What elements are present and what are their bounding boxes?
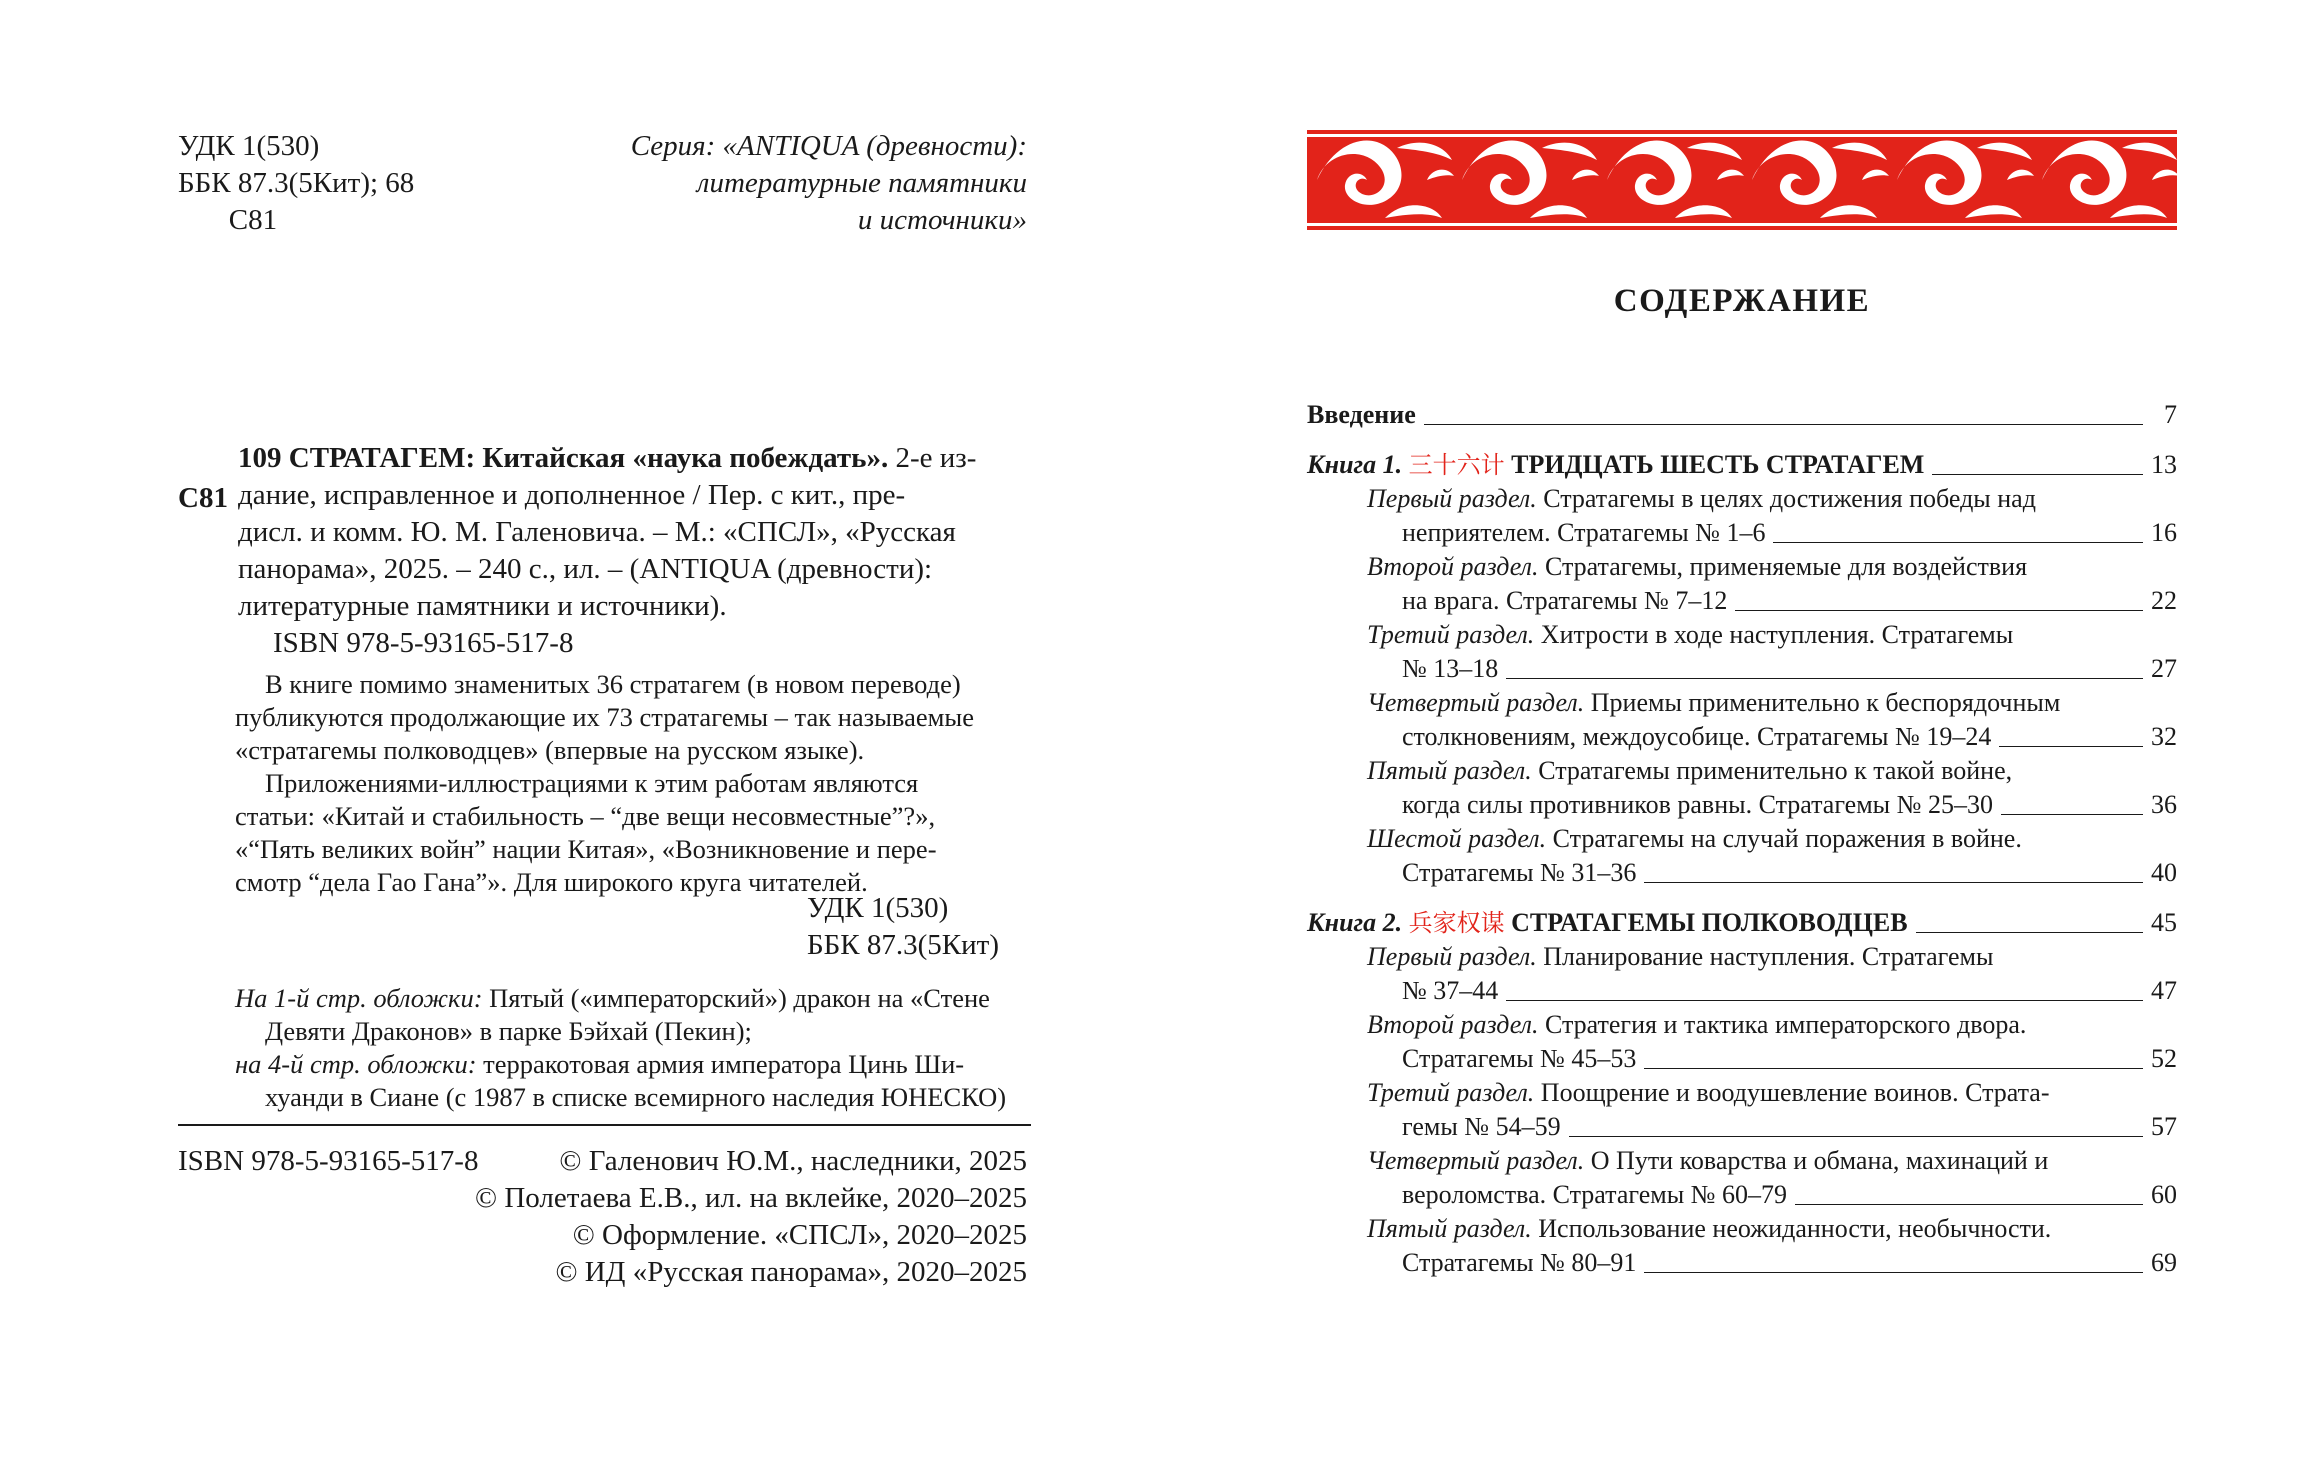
section-text: Стратагемы № 80–91 [1402, 1248, 1637, 1277]
toc-page-number: 69 [2151, 1248, 2177, 1277]
cover-notes [235, 982, 1025, 1114]
udk-line: УДК 1(530) [807, 892, 949, 924]
entry-line: дисл. и комм. Ю. М. Галеновича. – М.: «СПСЛ», «Русская [238, 516, 956, 548]
section-name: Первый раздел. [1367, 484, 1537, 513]
toc-leader [1644, 1068, 2143, 1069]
section-text: Стратагемы на случай поражения в войне. [1546, 824, 2022, 853]
right-page [1159, 0, 2318, 1471]
toc-leader [1999, 746, 2143, 747]
section-text: Стратагемы в целях достижения победы над [1536, 484, 2036, 513]
toc-page-number: 36 [2151, 790, 2177, 819]
section-name: Пятый раздел. [1367, 1214, 1532, 1243]
section-text: Стратагемы № 45–53 [1402, 1044, 1637, 1073]
book-title: СТРАТАГЕМЫ ПОЛКОВОДЦЕВ [1511, 908, 1908, 937]
series-line: и источники» [857, 204, 1027, 236]
toc-entry-label: Введение [1307, 400, 1416, 429]
annotation-line: «“Пять великих войн” нации Китая», «Возникновение и пере- [235, 834, 937, 864]
bbk-line: ББК 87.3(5Кит) [807, 929, 999, 961]
section-text: Хитрости в ходе наступления. Стратагемы [1534, 620, 2014, 649]
toc-page-number: 22 [2151, 586, 2177, 615]
copyright-line: © Галенович Ю.М., наследники, 2025 [559, 1145, 1027, 1177]
copyright-block [475, 1143, 1027, 1291]
toc-section-line[interactable] [1307, 1178, 2177, 1212]
section-name: Третий раздел. [1367, 620, 1535, 649]
cover-note-text: терракотовая армия императора Цинь Ши- [476, 1049, 965, 1079]
toc-page-number: 32 [2151, 722, 2177, 751]
section-text: когда силы противников равны. Стратагемы № 25–30 [1402, 790, 1993, 819]
toc-entry-book-2[interactable] [1307, 906, 2177, 940]
chinese-title: 三十六计 [1408, 451, 1505, 479]
section-text: Поощрение и воодушевление воинов. Страта- [1534, 1078, 2050, 1107]
section-text: на врага. Стратагемы № 7–12 [1402, 586, 1728, 615]
toc-section-line[interactable] [1307, 686, 2177, 720]
book-2-sections [1307, 940, 2177, 1280]
section-name: Четвертый раздел. [1367, 1146, 1585, 1175]
author-mark: С81 [178, 482, 228, 514]
copyright-line: © Полетаева Е.В., ил. на вклейке, 2020–2025 [475, 1182, 1027, 1214]
section-name: Второй раздел. [1367, 1010, 1539, 1039]
bbk-line: ББК 87.3(5Кит); 68 [178, 167, 415, 199]
toc-section-line[interactable] [1307, 822, 2177, 856]
section-text: столкновениям, междоусобице. Стратагемы № 19–24 [1402, 722, 1992, 751]
section-text: Стратагемы применительно к такой войне, [1531, 756, 2013, 785]
book-prefix: Книга 1. [1307, 450, 1403, 479]
series-block [427, 128, 1027, 239]
toc-section-line[interactable] [1307, 974, 2177, 1008]
toc-leader [1795, 1204, 2143, 1205]
toc-section-line[interactable] [1307, 516, 2177, 550]
toc-section-line[interactable] [1307, 1144, 2177, 1178]
toc-page-number: 52 [2151, 1044, 2177, 1073]
section-name: Третий раздел. [1367, 1078, 1535, 1107]
author-mark-line: С81 [178, 204, 278, 236]
annotation-line: Приложениями-иллюстрациями к этим работам являются [265, 768, 919, 798]
section-text: неприятелем. Стратагемы № 1–6 [1402, 518, 1766, 547]
toc-section-line[interactable] [1307, 1246, 2177, 1280]
annotation [235, 668, 1025, 899]
annotation-line: смотр “дела Гао Гана”». Для широкого круга читателей. [235, 867, 868, 897]
toc-section-line[interactable] [1307, 1008, 2177, 1042]
toc-leader [1916, 932, 2143, 933]
annotation-line: «стратагемы полководцев» (впервые на русском языке). [235, 735, 865, 765]
toc-section-line[interactable] [1307, 584, 2177, 618]
toc-leader [1932, 474, 2143, 475]
udk-line: УДК 1(530) [178, 130, 320, 162]
toc-entry-intro[interactable] [1307, 398, 2177, 432]
cover-note-text: хуанди в Сиане (с 1987 в списке всемирного наследия ЮНЕСКО) [265, 1082, 1007, 1112]
toc-leader [1424, 424, 2143, 425]
toc-page-number: 57 [2151, 1112, 2177, 1141]
bibliographic-entry [178, 440, 1028, 662]
udk-block [178, 128, 414, 239]
divider [178, 1124, 1031, 1126]
toc-section-line[interactable] [1307, 856, 2177, 890]
section-text: вероломства. Стратагемы № 60–79 [1402, 1180, 1787, 1209]
toc-entry-book-1[interactable] [1307, 448, 2177, 482]
toc-page-number: 45 [2151, 908, 2177, 937]
toc-section-line[interactable] [1307, 754, 2177, 788]
annotation-line: статьи: «Китай и стабильность – “две вещи несовместные”?», [235, 801, 936, 831]
section-name: Шестой раздел. [1367, 824, 1547, 853]
cover-note-text: Девяти Драконов» в парке Бэйхай (Пекин); [265, 1016, 752, 1046]
section-text: Стратагемы, применяемые для воздействия [1538, 552, 2028, 581]
red-ornament-band [1307, 130, 2177, 230]
book-1-sections [1307, 482, 2177, 890]
section-text: Планирование наступления. Стратагемы [1536, 942, 1994, 971]
toc-section-line[interactable] [1307, 550, 2177, 584]
toc-section-line[interactable] [1307, 788, 2177, 822]
isbn-line: ISBN 978-5-93165-517-8 [273, 627, 574, 659]
copyright-line: © Оформление. «СПСЛ», 2020–2025 [572, 1219, 1027, 1251]
toc-leader [1644, 1272, 2143, 1273]
entry-title: 109 СТРАТАГЕМ: Китайская «наука побеждать». [238, 442, 889, 474]
toc-page-number: 13 [2151, 450, 2177, 479]
section-text: № 13–18 [1402, 654, 1499, 683]
toc-leader [1569, 1136, 2143, 1137]
annotation-line: В книге помимо знаменитых 36 стратагем (в новом переводе) [265, 669, 961, 699]
entry-line: 109 СТРАТАГЕМ: Китайская «наука побеждать». 2-е из- [238, 442, 977, 474]
section-text: Стратагемы № 31–36 [1402, 858, 1637, 887]
section-text: О Пути коварства и обмана, махинаций и [1584, 1146, 2049, 1175]
toc-page-number: 16 [2151, 518, 2177, 547]
toc-page-number: 40 [2151, 858, 2177, 887]
toc-leader [1644, 882, 2143, 883]
toc-section-line[interactable] [1307, 940, 2177, 974]
series-line: литературные памятники [696, 167, 1027, 199]
cover-note-label: на 4-й стр. обложки: [235, 1049, 477, 1079]
toc-leader [1506, 678, 2143, 679]
toc-page-number: 60 [2151, 1180, 2177, 1209]
toc-section-line[interactable] [1307, 618, 2177, 652]
toc-leader [1773, 542, 2143, 543]
section-text: № 37–44 [1402, 976, 1499, 1005]
udk-bbk-repeat [807, 890, 1027, 964]
section-text: Стратегия и тактика императорского двора. [1538, 1010, 2027, 1039]
toc-section-line[interactable] [1307, 482, 2177, 516]
series-line: Серия: «ANTIQUA (древности): [630, 130, 1027, 162]
toc-page-number: 47 [2151, 976, 2177, 1005]
toc-section-line[interactable] [1307, 1076, 2177, 1110]
toc-section-line[interactable] [1307, 652, 2177, 686]
entry-line: панорама», 2025. – 240 с., ил. – (ANTIQUA (древности): [238, 553, 933, 585]
copyright-line: © ИД «Русская панорама», 2020–2025 [555, 1256, 1027, 1288]
toc-section-line[interactable] [1307, 1212, 2177, 1246]
toc-page-number: 27 [2151, 654, 2177, 683]
toc-section-line[interactable] [1307, 720, 2177, 754]
entry-line: литературные памятники и источники). [238, 590, 727, 622]
section-text: Приемы применительно к беспорядочным [1584, 688, 2061, 717]
section-name: Первый раздел. [1367, 942, 1537, 971]
entry-line: дание, исправленное и дополненное / Пер. с кит., пре- [238, 479, 906, 511]
toc-leader [2001, 814, 2143, 815]
section-name: Пятый раздел. [1367, 756, 1532, 785]
section-name: Второй раздел. [1367, 552, 1539, 581]
toc-section-line[interactable] [1307, 1042, 2177, 1076]
section-text: гемы № 54–59 [1402, 1112, 1561, 1141]
annotation-line: публикуются продолжающие их 73 стратагемы – так называемые [235, 702, 974, 732]
toc-leader [1735, 610, 2143, 611]
isbn-bottom: ISBN 978-5-93165-517-8 [178, 1145, 479, 1177]
toc-section-line[interactable] [1307, 1110, 2177, 1144]
contents-title: СОДЕРЖАНИЕ [1613, 283, 1871, 319]
toc-page-number: 7 [2164, 400, 2177, 429]
cover-note-label: На 1-й стр. обложки: [235, 983, 483, 1013]
chinese-title: 兵家权谋 [1408, 909, 1505, 937]
cover-note-text: Пятый («императорский») дракон на «Стене [482, 983, 990, 1013]
section-text: Использование неожиданности, необычности. [1531, 1214, 2052, 1243]
book-prefix: Книга 2. [1307, 908, 1403, 937]
book-title: ТРИДЦАТЬ ШЕСТЬ СТРАТАГЕМ [1511, 450, 1925, 479]
toc-leader [1506, 1000, 2143, 1001]
section-name: Четвертый раздел. [1367, 688, 1585, 717]
table-of-contents [1307, 398, 2177, 1280]
